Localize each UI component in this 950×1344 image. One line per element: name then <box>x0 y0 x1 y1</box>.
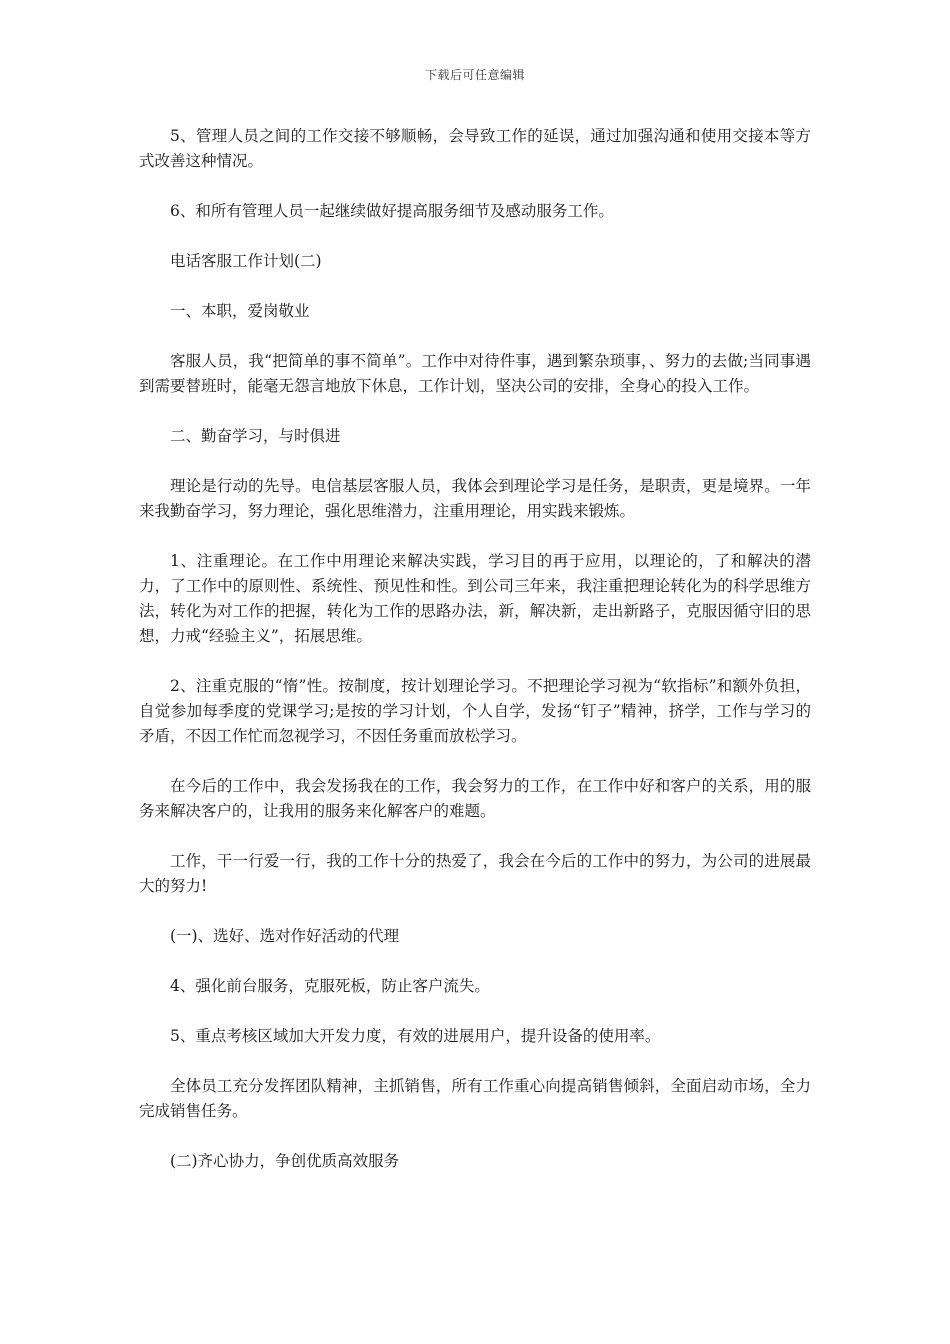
page-header: 下载后可任意编辑 <box>424 68 525 82</box>
section-heading: (一)、选好、选对作好活动的代理 <box>170 927 400 945</box>
paragraph: 1、注重理论。在工作中用理论来解决实践，学习目的再于应用，以理论的，了和解决的潜力，了工作中的原则性、系统性、预见性和性。到公司三年来，我注重把理论转化为的科学思维方法，转化为对工作的把握，转化为工作的思路办法，新，解决新，走出新路子，克服因循守旧的思想，力戒“经验主义”，拓展思维。 <box>139 552 811 645</box>
paragraph: 2、注重克服的“惰”性。按制度，按计划理论学习。不把理论学习视为“软指标”和额外负担，自觉参加每季度的党课学习;是按的学习计划，个人自学，发扬“钉子”精神，挤学，工作与学习的矛盾，不因工作忙而忽视学习，不因任务重而放松学习。 <box>139 677 811 745</box>
section-heading: 一、本职，爱岗敬业 <box>170 302 310 320</box>
paragraph: 6、和所有管理人员一起继续做好提高服务细节及感动服务工作。 <box>170 202 614 220</box>
paragraph: 工作，干一行爱一行，我的工作十分的热爱了，我会在今后的工作中的努力，为公司的进展最大的努力! <box>139 852 811 895</box>
paragraph: 全体员工充分发挥团队精神，主抓销售，所有工作重心向提高销售倾斜，全面启动市场，全力完成销售任务。 <box>139 1077 811 1120</box>
paragraph: 4、强化前台服务，克服死板，防止客户流失。 <box>170 977 490 995</box>
paragraph: 在今后的工作中，我会发扬我在的工作，我会努力的工作，在工作中好和客户的关系，用的服务来解决客户的，让我用的服务来化解客户的难题。 <box>139 777 811 820</box>
section-heading: 二、勤奋学习，与时俱进 <box>170 427 341 445</box>
paragraph: 客服人员，我“把简单的事不简单”。工作中对待件事，遇到繁杂琐事，、努力的去做;当同事遇到需要替班时，能毫无怨言地放下休息，工作计划，坚决公司的安排，全身心的投入工作。 <box>139 352 811 395</box>
document-body <box>139 124 811 1199</box>
paragraph: 5、管理人员之间的工作交接不够顺畅，会导致工作的延误，通过加强沟通和使用交接本等方式改善这种情况。 <box>139 127 811 170</box>
paragraph: 理论是行动的先导。电信基层客服人员，我体会到理论学习是任务，是职责，更是境界。一年来我勤奋学习，努力理论，强化思维潜力，注重用理论，用实践来锻炼。 <box>139 477 811 520</box>
section-heading: (二)齐心协力，争创优质高效服务 <box>170 1152 400 1170</box>
paragraph: 5、重点考核区域加大开发力度，有效的进展用户，提升设备的使用率。 <box>170 1027 661 1045</box>
section-title: 电话客服工作计划(二) <box>170 252 322 270</box>
